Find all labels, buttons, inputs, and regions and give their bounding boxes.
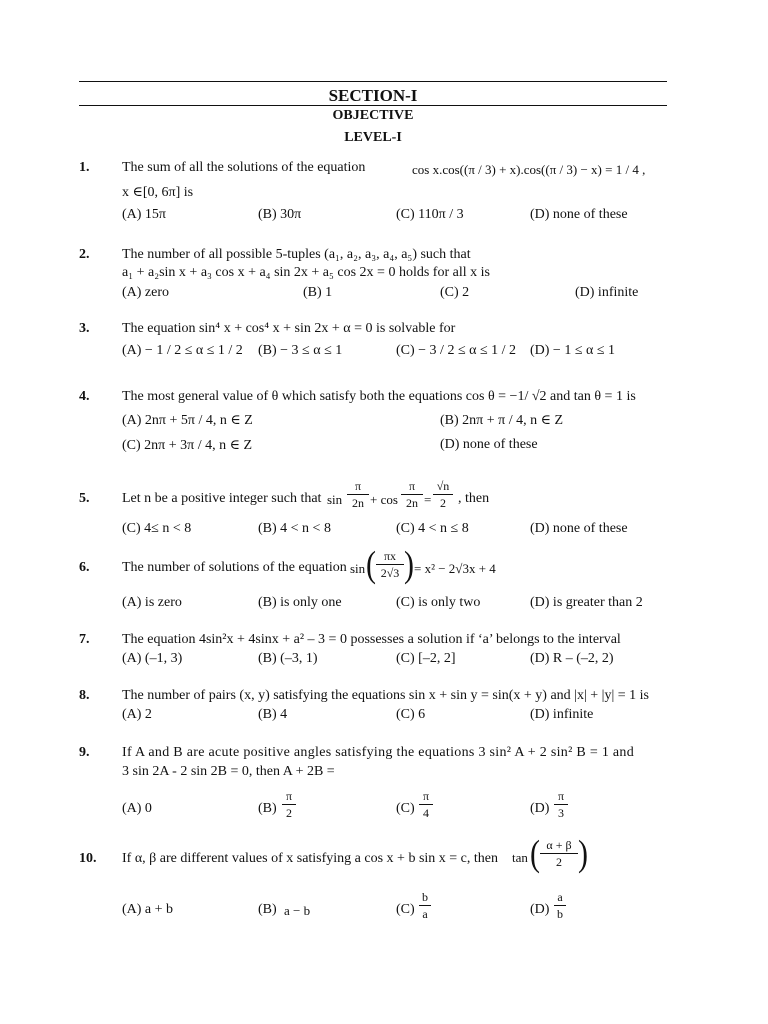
option-c: (C) 110π / 3 — [396, 207, 464, 222]
header-rule — [79, 105, 667, 106]
denominator: 4 — [423, 806, 429, 820]
section-title: SECTION-I — [328, 86, 418, 105]
cos-label: + cos — [370, 492, 398, 507]
option-d: (D) — [530, 801, 550, 816]
fraction-bar — [433, 494, 453, 495]
option-b: (B) — [258, 801, 277, 816]
denominator: b — [557, 907, 563, 921]
option-b: (B) 2nπ + π / 4, n ∈ Z — [440, 413, 563, 428]
fraction-bar — [282, 804, 296, 805]
question-number: 2. — [79, 247, 90, 262]
question-number: 10. — [79, 851, 97, 866]
level-label: LEVEL-I — [344, 130, 402, 145]
question-text: If α, β are different values of x satisfying a cos x + b sin x = c, then — [122, 851, 499, 866]
option-b: (B) 4 — [258, 707, 288, 722]
right-paren: ) — [404, 543, 414, 585]
numerator: π — [422, 789, 430, 803]
right-paren: ) — [578, 832, 588, 874]
then-text: , then — [458, 491, 490, 506]
question-text: The most general value of θ which satisfy both the equations cos θ = −1/ √2 and tan θ = 1 is — [122, 389, 636, 404]
fraction-b-over-a — [419, 890, 431, 921]
denominator: 2n — [352, 496, 364, 510]
option-a: (A) a + b — [122, 902, 174, 917]
question-equation: cos x.cos((π / 3) + x).cos((π / 3) − x) = 1 / 4 , — [412, 162, 646, 177]
option-d: (D) none of these — [440, 437, 538, 452]
option-c: (C) 2nπ + 3π / 4, n ∈ Z — [122, 438, 252, 453]
question-number: 7. — [79, 632, 90, 647]
numerator: πx — [383, 549, 397, 563]
fraction-alpha-plus-beta-over-2 — [540, 838, 578, 869]
option-c: (C) — [396, 902, 415, 917]
fraction-pi-over-2n — [401, 479, 423, 510]
numerator: π — [285, 789, 293, 803]
option-c: (C) 6 — [396, 707, 426, 722]
numerator: π — [354, 479, 362, 493]
fraction-bar — [554, 804, 568, 805]
question-text: If A and B are acute positive angles satisfying the equations 3 sin² A + 2 sin² B = 1 and — [122, 745, 635, 760]
fraction-bar — [540, 853, 578, 854]
numerator: b — [422, 890, 428, 904]
objective-label: OBJECTIVE — [332, 108, 414, 123]
fraction-rootn-over-2 — [433, 479, 453, 510]
question-number: 9. — [79, 745, 90, 760]
numerator: √n — [436, 479, 450, 493]
question-number: 5. — [79, 491, 90, 506]
option-d: (D) none of these — [530, 207, 628, 222]
question-text: The sum of all the solutions of the equation — [122, 160, 366, 175]
fraction-bar — [419, 905, 431, 906]
sin-label: sin — [327, 492, 343, 507]
option-c: (C) — [396, 801, 415, 816]
option-c: (C) 2 — [440, 285, 470, 300]
fraction-pi-over-2 — [282, 789, 296, 820]
question-number: 8. — [79, 688, 90, 703]
fraction-bar — [419, 804, 433, 805]
fraction-a-over-b — [554, 890, 566, 921]
sin-label: sin — [350, 561, 366, 576]
option-a: (A) − 1 / 2 ≤ α ≤ 1 / 2 — [122, 343, 243, 358]
denominator: 3 — [558, 806, 564, 820]
option-d: (D) — [530, 902, 550, 917]
option-b: (B) is only one — [258, 595, 342, 610]
denominator: 2 — [440, 496, 446, 510]
denominator: a — [422, 907, 428, 921]
fraction-pix-over-2root3 — [376, 549, 404, 580]
option-a: (A) (–1, 3) — [122, 651, 183, 666]
question-domain: x ∈[0, 6π] is — [122, 185, 194, 200]
option-d: (D) − 1 ≤ α ≤ 1 — [530, 343, 616, 358]
equation-rhs: = x² − 2√3x + 4 — [414, 561, 496, 576]
fraction-pi-over-2n — [347, 479, 369, 510]
numerator: a — [557, 890, 563, 904]
question-text-line2: 3 sin 2A - 2 sin 2B = 0, then A + 2B = — [122, 764, 335, 779]
tan-label: tan — [512, 850, 528, 865]
option-b: (B) — [258, 902, 277, 917]
option-c: (C) − 3 / 2 ≤ α ≤ 1 / 2 — [396, 343, 517, 358]
option-b: (B) 4 < n < 8 — [258, 521, 331, 536]
question-text: The number of solutions of the equation — [122, 560, 347, 575]
question-text: The equation 4sin²x + 4sinx + a² – 3 = 0 possesses a solution if ‘a’ belongs to the interval — [122, 632, 621, 647]
denominator: 2n — [406, 496, 418, 510]
option-b: (B) 1 — [303, 285, 333, 300]
fraction-bar — [347, 494, 369, 495]
fraction-bar — [401, 494, 423, 495]
question-text: The equation sin⁴ x + cos⁴ x + sin 2x + α = 0 is solvable for — [122, 321, 456, 336]
question-number: 3. — [79, 321, 90, 336]
option-a: (C) 4≤ n < 8 — [122, 521, 192, 536]
option-a: (A) 2 — [122, 707, 152, 722]
left-paren: ( — [530, 832, 540, 874]
numerator: α + β — [546, 838, 572, 852]
option-d: (D) infinite — [530, 707, 594, 722]
fraction-pi-over-4 — [419, 789, 433, 820]
denominator: 2 — [286, 806, 292, 820]
question-number: 4. — [79, 389, 90, 404]
question-text: The number of pairs (x, y) satisfying the equations sin x + sin y = sin(x + y) and |x| + |y| = 1 is — [122, 688, 650, 703]
option-a: (A) 15π — [122, 207, 167, 222]
question-text-line2: a₁ + a₂sin x + a₃ cos x + a₄ sin 2x + a₅ cos 2x = 0 holds for all x is — [122, 265, 490, 280]
option-d: (D) infinite — [575, 285, 639, 300]
option-c: (C) is only two — [396, 595, 481, 610]
option-b-value: a − b — [284, 903, 311, 918]
option-d: (D) R – (–2, 2) — [530, 651, 614, 666]
denominator: 2√3 — [380, 566, 400, 580]
equals-sign: = — [424, 492, 432, 507]
option-a: (A) 0 — [122, 801, 152, 816]
option-d: (D) none of these — [530, 521, 628, 536]
numerator: π — [408, 479, 416, 493]
numerator: π — [557, 789, 565, 803]
option-b: (B) 30π — [258, 207, 302, 222]
question-text: Let n be a positive integer such that — [122, 491, 322, 506]
option-b: (B) (–3, 1) — [258, 651, 318, 666]
question-number: 6. — [79, 560, 90, 575]
option-a: (A) zero — [122, 285, 170, 300]
top-rule — [79, 81, 667, 82]
fraction-bar — [554, 905, 566, 906]
question-number: 1. — [79, 160, 90, 175]
fraction-pi-over-3 — [554, 789, 568, 820]
left-paren: ( — [366, 543, 376, 585]
option-c: (C) 4 < n ≤ 8 — [396, 521, 469, 536]
option-a: (A) 2nπ + 5π / 4, n ∈ Z — [122, 413, 253, 428]
fraction-bar — [376, 564, 404, 565]
denominator: 2 — [556, 855, 562, 869]
option-d: (D) is greater than 2 — [530, 595, 643, 610]
option-a: (A) is zero — [122, 595, 182, 610]
question-text: The number of all possible 5-tuples (a₁, a₂, a₃, a₄, a₅) such that — [122, 247, 471, 262]
option-c: (C) [–2, 2] — [396, 651, 456, 666]
option-b: (B) − 3 ≤ α ≤ 1 — [258, 343, 343, 358]
